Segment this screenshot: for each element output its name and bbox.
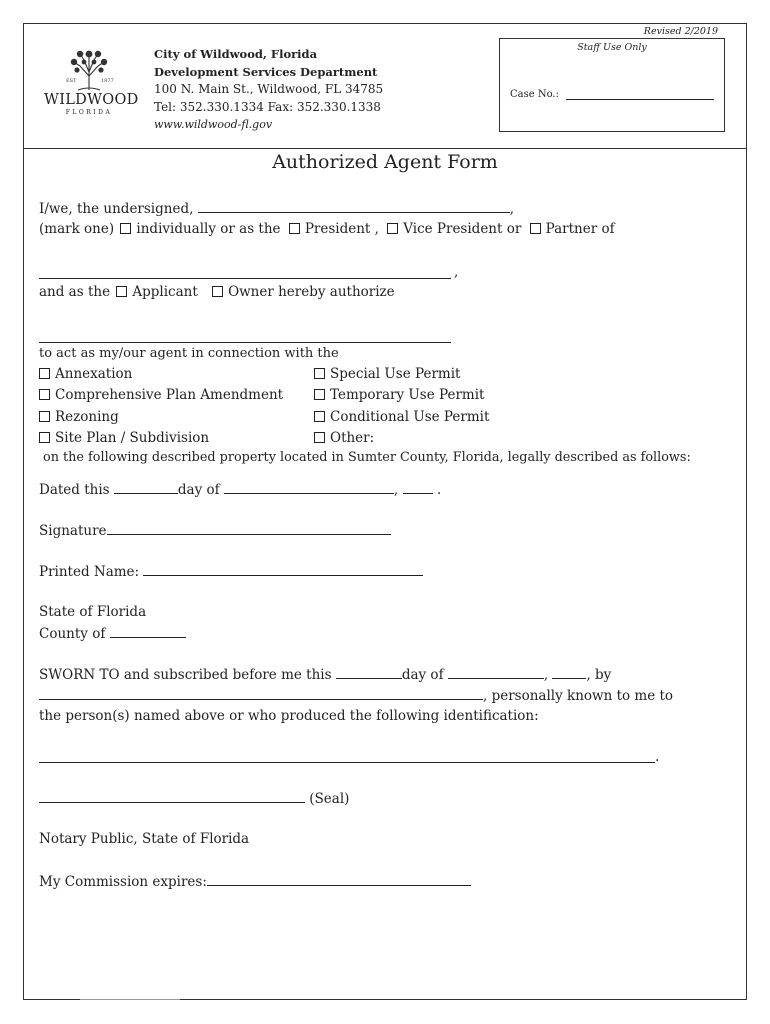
sworn-day-of-label: day of	[401, 667, 444, 683]
comma: ,	[543, 667, 549, 683]
partner-checkbox[interactable]	[530, 223, 541, 234]
individually-checkbox[interactable]	[120, 223, 131, 234]
wildwood-logo	[44, 48, 139, 120]
undersigned-label: I/we, the undersigned,	[39, 201, 194, 217]
commission-label: My Commission expires:	[39, 874, 207, 890]
conditional-use-checkbox[interactable]	[314, 411, 325, 422]
special-use-label: Special Use Permit	[330, 366, 461, 382]
owner-checkbox[interactable]	[212, 286, 223, 297]
period: .	[436, 482, 442, 498]
option-special-use	[314, 366, 460, 382]
logo-est-text: EST	[66, 78, 77, 84]
identification-field[interactable]	[39, 762, 655, 763]
option-annexation	[39, 366, 132, 382]
option-site-plan	[39, 430, 209, 446]
comma: ,	[393, 482, 399, 498]
agent-name-field[interactable]	[39, 342, 451, 343]
staff-use-label: Staff Use Only	[577, 42, 647, 53]
county-field[interactable]	[110, 625, 186, 638]
signature-row	[39, 522, 391, 539]
footer-rule	[80, 999, 180, 1000]
org-city: City of Wildwood, Florida	[154, 47, 318, 61]
signature-label: Signature	[39, 523, 107, 539]
seal-label: (Seal)	[309, 791, 350, 807]
tree-icon	[44, 48, 134, 92]
day-of-label: day of	[177, 482, 220, 498]
applicant-label: Applicant	[132, 284, 198, 300]
other-label: Other:	[330, 430, 375, 446]
form-title: Authorized Agent Form	[272, 151, 498, 173]
logo-state: FLORIDA	[65, 109, 113, 116]
annexation-checkbox[interactable]	[39, 368, 50, 379]
applicant-checkbox[interactable]	[116, 286, 127, 297]
to-act-text: to act as my/our agent in connection with the	[39, 346, 339, 361]
temporary-use-label: Temporary Use Permit	[330, 387, 485, 403]
partner-label: Partner of	[545, 221, 615, 237]
option-other	[314, 430, 374, 446]
dated-year-field[interactable]	[403, 481, 433, 494]
by-label: , by	[586, 667, 612, 683]
vice-president-label: Vice President or	[403, 221, 522, 237]
undersigned-name-field[interactable]	[198, 200, 510, 213]
printed-name-row	[39, 563, 423, 580]
property-description-text: on the following described property located in Sumter County, Florida, legally described as follows:	[43, 450, 691, 465]
org-website[interactable]: www.wildwood-fl.gov	[154, 118, 273, 131]
revision-date: Revised 2/2019	[643, 26, 718, 37]
dated-day-field[interactable]	[114, 481, 178, 494]
logo-year-text: 1877	[101, 78, 114, 84]
option-conditional-use	[314, 409, 489, 425]
county-of-label: County of	[39, 626, 106, 642]
site-plan-checkbox[interactable]	[39, 432, 50, 443]
comma: ,	[509, 201, 514, 217]
president-label: President ,	[304, 221, 379, 237]
site-plan-label: Site Plan / Subdivision	[55, 430, 210, 446]
vice-president-checkbox[interactable]	[387, 223, 398, 234]
individually-label: individually or as the	[136, 221, 281, 237]
sworn-year-field[interactable]	[552, 666, 586, 679]
sworn-label: SWORN TO and subscribed before me this	[39, 667, 332, 683]
conditional-use-label: Conditional Use Permit	[330, 409, 490, 425]
special-use-checkbox[interactable]	[314, 368, 325, 379]
state-label: State of Florida	[39, 604, 147, 620]
org-department: Development Services Department	[154, 64, 378, 79]
case-number-label: Case No.:	[510, 89, 559, 100]
president-checkbox[interactable]	[289, 223, 300, 234]
option-rezoning	[39, 409, 119, 425]
case-number-field[interactable]	[566, 99, 714, 100]
signature-field[interactable]	[107, 522, 391, 535]
undersigned-row	[39, 200, 514, 217]
company-comma: ,	[454, 264, 459, 280]
owner-label: Owner hereby authorize	[228, 284, 395, 300]
option-comp-plan	[39, 387, 283, 403]
sworn-person-field[interactable]	[39, 687, 483, 700]
org-phone: Tel: 352.330.1334 Fax: 352.330.1338	[154, 99, 381, 114]
mark-one-label: (mark one)	[39, 221, 115, 237]
organization-block	[154, 46, 383, 134]
dated-this-label: Dated this	[39, 482, 110, 498]
notary-signature-field[interactable]	[39, 790, 305, 803]
commission-row	[39, 873, 471, 890]
comp-plan-checkbox[interactable]	[39, 389, 50, 400]
company-name-field[interactable]	[39, 278, 451, 279]
header-divider	[23, 148, 747, 149]
printed-name-field[interactable]	[143, 563, 423, 576]
option-temporary-use	[314, 387, 484, 403]
annexation-label: Annexation	[55, 366, 133, 382]
county-row	[39, 625, 186, 642]
other-checkbox[interactable]	[314, 432, 325, 443]
rezoning-label: Rezoning	[55, 409, 119, 425]
staff-use-box	[499, 38, 725, 132]
sworn-row	[39, 666, 611, 683]
sworn-month-field[interactable]	[448, 666, 544, 679]
personally-known-label: , personally known to me to	[483, 688, 674, 704]
notary-label: Notary Public, State of Florida	[39, 831, 250, 847]
persons-named-text: the person(s) named above or who produced the following identification:	[39, 708, 539, 724]
commission-expires-field[interactable]	[207, 873, 471, 886]
capacity-row	[39, 221, 615, 237]
comp-plan-label: Comprehensive Plan Amendment	[55, 387, 284, 403]
printed-name-label: Printed Name:	[39, 564, 140, 580]
identification-period: .	[655, 749, 660, 765]
dated-month-field[interactable]	[224, 481, 394, 494]
org-address: 100 N. Main St., Wildwood, FL 34785	[154, 82, 384, 96]
and-as-the-label: and as the	[39, 284, 111, 300]
role-row	[39, 284, 395, 300]
temporary-use-checkbox[interactable]	[314, 389, 325, 400]
dated-row	[39, 481, 441, 498]
personally-known-row	[39, 687, 673, 704]
sworn-day-field[interactable]	[336, 666, 402, 679]
logo-wordmark: WILDWOOD	[44, 92, 139, 108]
seal-row	[39, 790, 349, 807]
rezoning-checkbox[interactable]	[39, 411, 50, 422]
